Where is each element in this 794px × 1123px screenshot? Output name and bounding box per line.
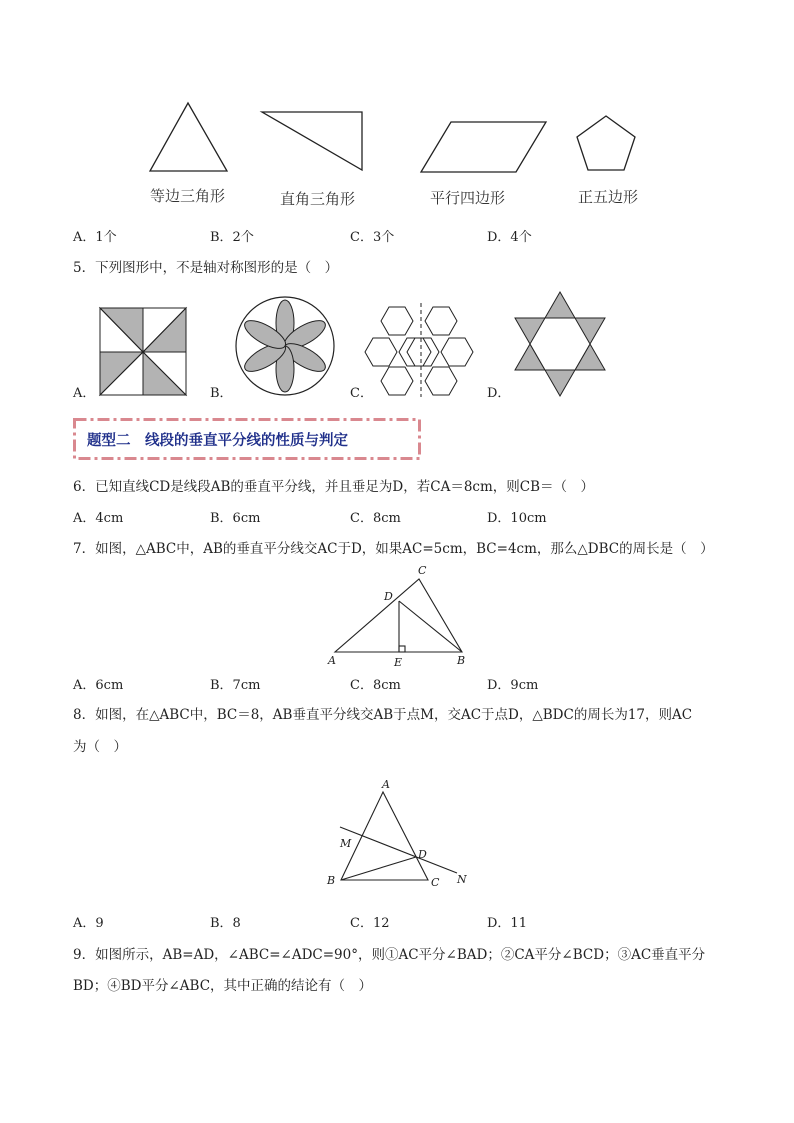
q8-label-c: C (431, 876, 440, 889)
q7-label-e: E (394, 656, 403, 669)
q6-option-c[interactable]: C．8cm (350, 511, 401, 526)
q4-option-d[interactable]: D．4个 (487, 230, 532, 245)
q5-option-d[interactable]: D． (487, 386, 511, 401)
q5-option-b[interactable]: B． (210, 386, 233, 401)
q8-option-a[interactable]: A．9 (73, 916, 104, 931)
section-title: 题型二 线段的垂直平分线的性质与判定 (87, 433, 348, 449)
q7-stem: 7．如图，△ABC中，AB的垂直平分线交AC于D，如果AC=5cm，BC=4cm，那么△DBC的周长是（ ） (73, 541, 714, 557)
q7-label-c: C (418, 564, 427, 577)
q8-option-c[interactable]: C．12 (350, 916, 390, 931)
q8-option-d[interactable]: D．11 (487, 916, 527, 931)
shape-caption-equilateral: 等边三角形 (150, 187, 226, 205)
q4-option-a[interactable]: A．1个 (73, 230, 117, 245)
q4-option-c[interactable]: C．3个 (350, 230, 395, 245)
q7-option-d[interactable]: D．9cm (487, 678, 539, 693)
q6-option-d[interactable]: D．10cm (487, 511, 547, 526)
q5-stem: 5．下列图形中，不是轴对称图形的是（ ） (73, 260, 339, 276)
q7-option-c[interactable]: C．8cm (350, 678, 401, 693)
q7-label-a: A (328, 654, 336, 667)
q4-option-b[interactable]: B．2个 (210, 230, 254, 245)
q5-option-c[interactable]: C． (350, 386, 373, 401)
q8-option-b[interactable]: B．8 (210, 916, 241, 931)
q9-stem-line2: BD；④BD平分∠ABC，其中正确的结论有（ ） (73, 978, 373, 994)
shape-caption-right: 直角三角形 (280, 190, 356, 208)
q7-label-b: B (457, 654, 466, 667)
q7-option-b[interactable]: B．7cm (210, 678, 261, 693)
shape-caption-parallelogram: 平行四边形 (430, 189, 506, 207)
q8-label-b: B (327, 874, 336, 887)
q8-label-d: D (418, 848, 427, 861)
q6-option-b[interactable]: B．6cm (210, 511, 261, 526)
q9-stem-line1: 9．如图所示，AB=AD，∠ABC=∠ADC=90°，则①AC平分∠BAD；②CA平分∠BCD；③AC垂直平分 (73, 947, 706, 963)
q7-label-d: D (384, 590, 393, 603)
q5-option-a[interactable]: A． (73, 386, 96, 401)
q8-label-m: M (340, 837, 352, 850)
q6-option-a[interactable]: A．4cm (73, 511, 124, 526)
q8-label-a: A (382, 778, 390, 791)
q6-stem: 6．已知直线CD是线段AB的垂直平分线，并且垂足为D，若CA＝8cm，则CB＝（ ） (73, 479, 595, 495)
q8-label-n: N (457, 873, 467, 886)
q8-stem-line1: 8．如图，在△ABC中，BC＝8，AB垂直平分线交AB于点M，交AC于点D，△BDC的周长为17，则AC (73, 707, 693, 723)
shape-caption-pentagon: 正五边形 (578, 188, 639, 206)
q8-stem-line2: 为（ ） (73, 739, 127, 755)
q7-option-a[interactable]: A．6cm (73, 678, 124, 693)
